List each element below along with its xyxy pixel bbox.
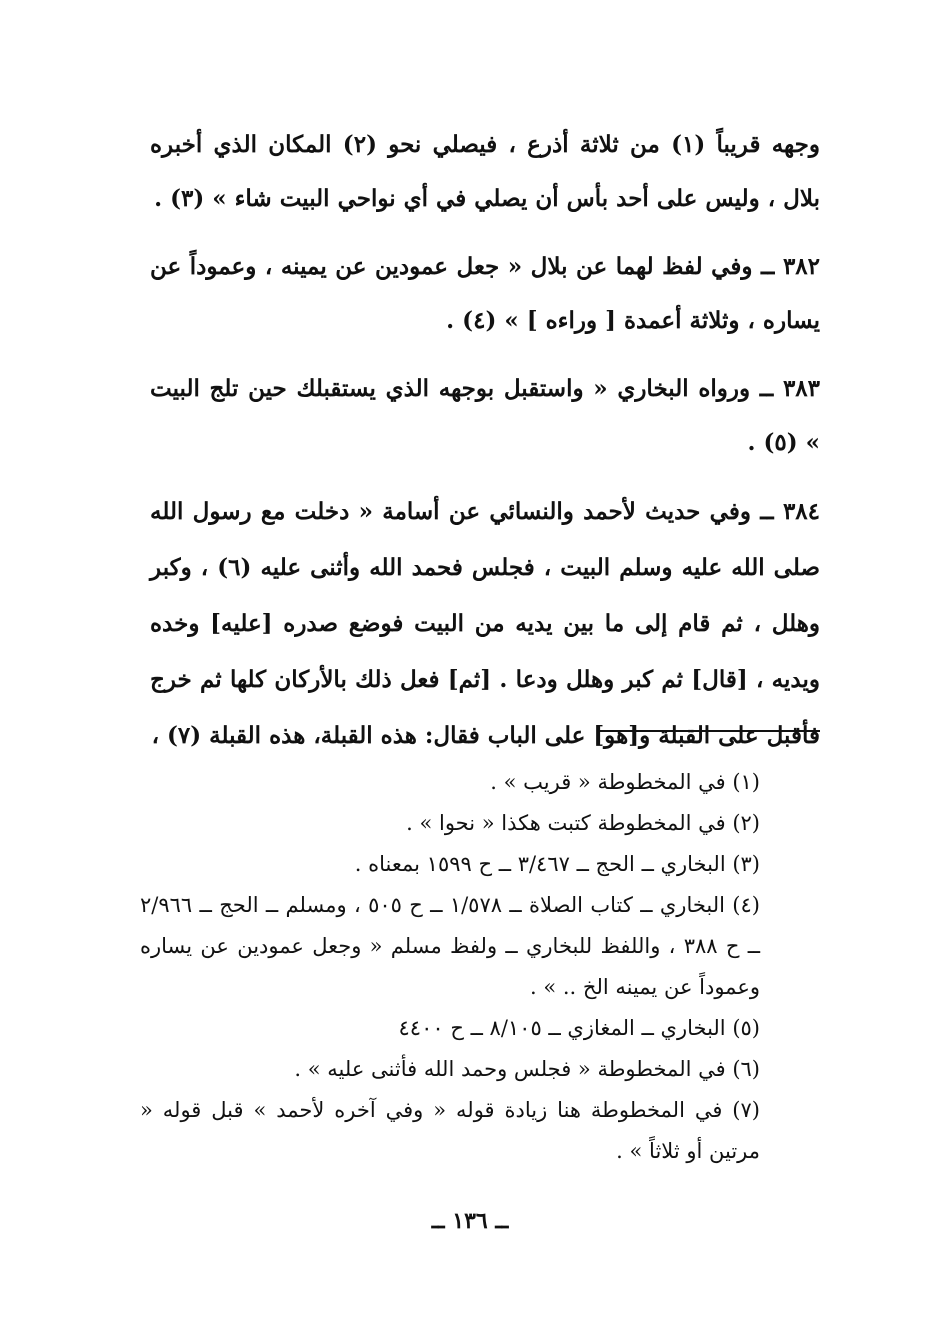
footnote-2: (٢) في المخطوطة كتبت هكذا « نحوا » . [406,811,760,835]
footnote-5: (٥) البخاري ــ المغازي ــ ٨/١٠٥ ــ ح ٤٤٠٠ [398,1016,760,1040]
paragraph-383: ٣٨٣ ــ ورواه البخاري « واستقبل بوجهه الذي يستقبلك حين تلج البيت » (٥) . [150,375,820,456]
footnote-7: (٧) في المخطوطة هنا زيادة قوله « وفي آخره لأحمد » قبل قوله « مرتين أو ثلاثاً » . [140,1098,760,1163]
paragraph-384: ٣٨٤ ــ وفي حديث لأحمد والنسائي عن أسامة « دخلت مع رسول الله صلى الله عليه وسلم البيت ، فجلس فحمد الله وأثنى عليه (٦) ، وكبر وهلل ، ثم قام إلى ما بين يديه من البيت فوضع صدره [عليه] وخده ويديه ، [قال] ثم كبر وهلل ودعا . [ثم] فعل ذلك بالأركان كلها ثم خرج فأقبل على القبلة و[هو] على الباب فقال: هذه القبلة، هذه القبلة (٧) ، [150,498,820,749]
footnote-3: (٣) البخاري ــ الحج ــ ٣/٤٦٧ ــ ح ١٥٩٩ بمعناه . [354,852,760,876]
footnote-4: (٤) البخاري ــ كتاب الصلاة ــ ١/٥٧٨ ــ ح ٥٠٥ ، ومسلم ــ الحج ــ ٢/٩٦٦ ــ ح ٣٨٨ ، واللفظ للبخاري ــ ولفظ مسلم « وجعل عمودين عن يساره وعموداً عن يمينه الخ .. » . [140,893,760,999]
main-text [150,118,820,764]
footnote-1: (١) في المخطوطة « قريب » . [490,770,760,794]
footnote-6: (٦) في المخطوطة « فجلس وحمد الله فأثنى عليه » . [294,1057,760,1081]
footnote-separator [598,730,820,732]
footnotes [140,762,820,1172]
paragraph-382: ٣٨٢ ــ وفي لفظ لهما عن بلال « جعل عمودين عن يمينه ، وعموداً عن يساره ، وثلاثة أعمدة [ وراءه ] » (٤) . [150,253,820,334]
paragraph-continuation: وجهه قريباً (١) من ثلاثة أذرع ، فيصلي نحو (٢) المكان الذي أخبره بلال ، وليس على أحد بأس أن يصلي في أي نواحي البيت شاء » (٣) . [150,131,820,212]
page-number: ــ ١٣٦ ــ [431,1208,509,1234]
